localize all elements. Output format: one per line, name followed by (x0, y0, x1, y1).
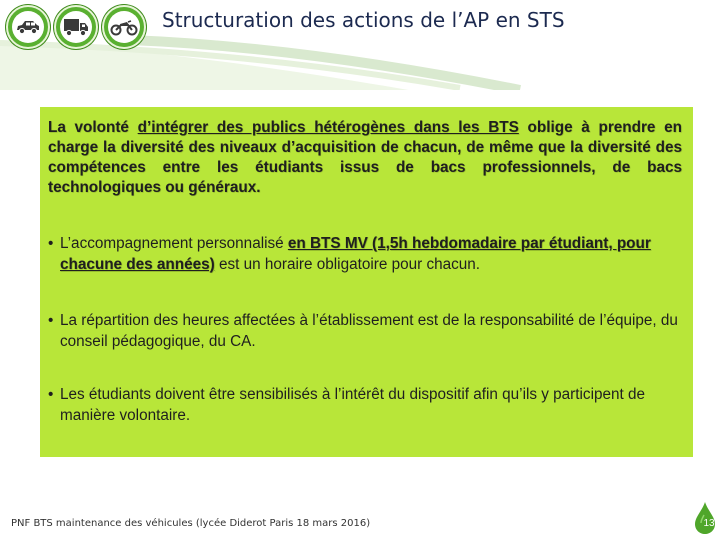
intro-text-end: oblige à prendre en charge la diversité des niveaux d’acquisition de chacun, de même que la diversité des compétences entre les étudiants issus de bacs professionnels, de bacs technologiques ou généraux. (48, 119, 682, 196)
bullet-glyph: • (48, 312, 54, 329)
bullet-underlined-text: en BTS MV (1,5h hebdomadaire par étudiant, pour chacune des années) (60, 235, 651, 273)
intro-underlined-text: d’intégrer des publics hétérogènes dans les BTS (137, 119, 519, 136)
content-box (40, 107, 693, 457)
slide-title: Structuration des actions de l’AP en STS (162, 8, 565, 32)
footer-text: PNF BTS maintenance des véhicules (lycée Diderot Paris 18 mars 2016) (11, 518, 371, 529)
bullet-item (48, 384, 694, 426)
bullet-text: La répartition des heures affectées à l’établissement est de la responsabilité de l’équipe, du conseil pédagogique, du CA. (60, 312, 678, 350)
intro-paragraph (48, 118, 682, 198)
intro-text-start: La volonté (48, 119, 138, 136)
bullet-text-start: L’accompagnement personnalisé (60, 235, 288, 252)
page-number: 13 (703, 518, 715, 529)
bullet-item (48, 233, 694, 275)
bullet-text-end: est un horaire obligatoire pour chacun. (214, 256, 481, 273)
bullet-item (48, 310, 694, 352)
bullet-glyph: • (48, 386, 54, 403)
header (0, 0, 720, 90)
bullet-text: Les étudiants doivent être sensibilisés à l’intérêt du dispositif afin qu’ils y participent de manière volontaire. (60, 386, 646, 424)
bullet-glyph: • (48, 235, 54, 252)
truck-icon (54, 5, 98, 49)
car-icon (6, 5, 50, 49)
motorcycle-icon (102, 5, 146, 49)
